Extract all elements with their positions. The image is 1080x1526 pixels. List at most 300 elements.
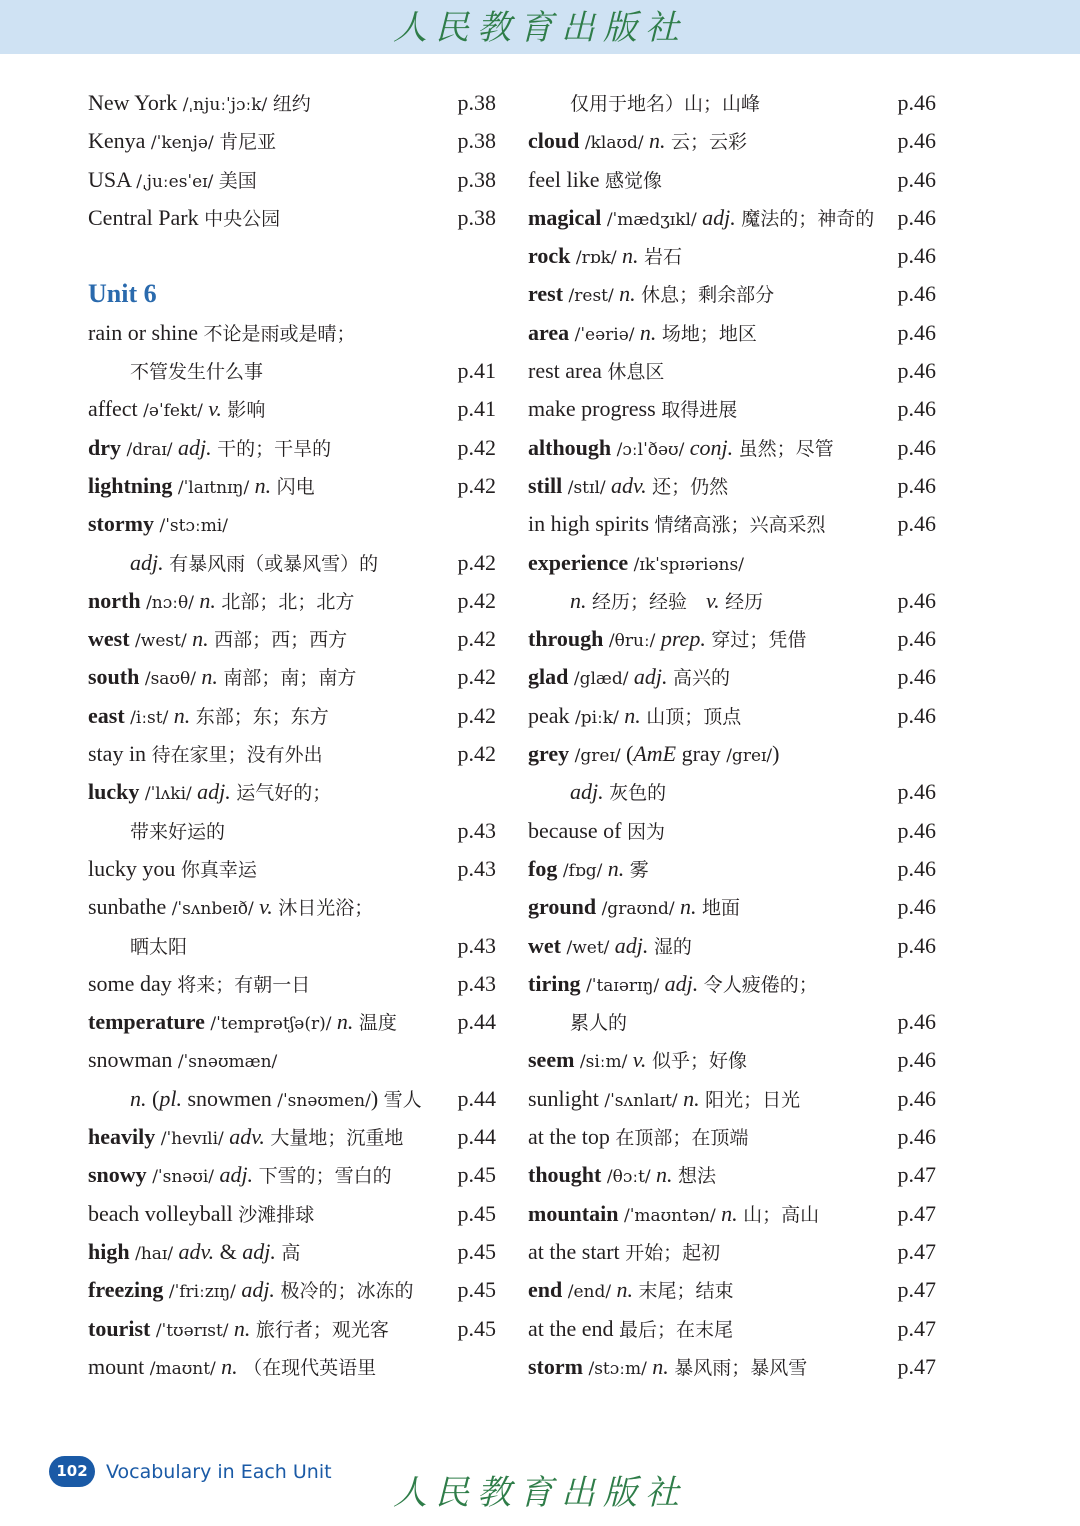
vocab-entry [88, 1271, 496, 1309]
word-text: at the top [528, 1124, 616, 1150]
entry-text [528, 620, 806, 660]
page-reference: p.44 [457, 1124, 496, 1150]
entry-text [88, 888, 373, 928]
headword: dry [88, 434, 127, 460]
chinese-meaning: 待在家里；没有外出 [151, 744, 323, 767]
part-of-speech: n. [679, 894, 702, 920]
entry-text [528, 1195, 819, 1235]
vocab-entry [88, 1195, 496, 1233]
entry-text [528, 314, 757, 354]
headword: temperature [88, 1009, 211, 1035]
vocab-entry [528, 275, 936, 313]
vocab-entry [88, 390, 496, 428]
headword: seem [528, 1047, 580, 1073]
vocab-entry [88, 735, 496, 773]
vocab-entry [528, 888, 936, 926]
chinese-meaning: 旅行者；观光客 [255, 1318, 389, 1341]
entry-text [130, 812, 225, 851]
vocab-entry [528, 237, 936, 275]
phonetic: /draɪ/ [126, 439, 178, 460]
headword: mountain [528, 1200, 624, 1226]
chinese-meaning: （在现代英语里 [243, 1356, 377, 1379]
vocab-entry [88, 199, 496, 237]
chinese-meaning: 岩石 [644, 246, 683, 269]
part-of-speech: adj. [177, 434, 218, 460]
phonetic: /wet/ [566, 937, 615, 958]
vocab-entry [528, 1271, 936, 1309]
chinese-meaning: 运气好的； [236, 782, 332, 805]
chinese-meaning: 干的；干旱的 [217, 437, 332, 460]
chinese-meaning: 带来好运的 [130, 820, 226, 843]
vocab-entry [528, 314, 936, 352]
entry-text [88, 1195, 314, 1234]
page-reference: p.42 [457, 702, 496, 728]
entry-text [88, 1003, 397, 1043]
page-reference: p.46 [897, 319, 936, 345]
page-reference: p.45 [457, 1238, 496, 1264]
chinese-meaning: 湿的 [653, 935, 692, 958]
word-text: USA [88, 166, 137, 192]
chinese-meaning: 你真幸运 [180, 858, 257, 881]
headword: although [528, 434, 617, 460]
phonetic: /ɪkˈspɪəriəns/ [633, 554, 744, 575]
phonetic: /ˈstɔːmi/ [159, 516, 228, 537]
entry-text [88, 1310, 389, 1350]
chinese-meaning: 似乎；好像 [651, 1050, 747, 1073]
page-reference: p.46 [897, 204, 936, 230]
phonetic: /rest/ [568, 286, 620, 307]
vocab-entry-continuation [528, 773, 936, 811]
page-reference: p.44 [457, 1085, 496, 1111]
page-reference: p.41 [457, 396, 496, 422]
vocab-entry [88, 1233, 496, 1271]
vocab-entry [528, 927, 936, 965]
publisher-logo-bottom: 人民教育出版社 [393, 1473, 687, 1513]
phonetic: /fɒg/ [562, 860, 608, 881]
page-reference: p.38 [457, 128, 496, 154]
word-text: make progress [528, 396, 662, 422]
page-reference: p.45 [457, 1315, 496, 1341]
phonetic: /iːst/ [130, 707, 174, 728]
page-reference: p.47 [897, 1315, 936, 1341]
phonetic: /ˌnjuːˈjɔːk/ [182, 95, 273, 115]
phonetic: /klaʊd/ [584, 133, 650, 154]
chinese-meaning: 因为 [626, 820, 665, 843]
part-of-speech: conj. [689, 434, 739, 460]
part-of-speech: n. [336, 1009, 359, 1035]
headword: high [88, 1238, 136, 1264]
headword: area [528, 319, 575, 345]
vocab-entry [528, 697, 936, 735]
entry-text [570, 773, 666, 812]
headword: storm [528, 1353, 589, 1379]
part-of-speech: n. [173, 702, 196, 728]
chinese-meaning: 大量地；沉重地 [270, 1127, 404, 1150]
vocab-entry [88, 1041, 496, 1079]
vocab-entry [88, 1348, 496, 1386]
entry-text [130, 544, 378, 583]
entry-text [570, 1003, 627, 1042]
headword: snowy [88, 1162, 153, 1188]
part-of-speech: n. [622, 243, 645, 269]
vocab-entry [528, 1195, 936, 1233]
entry-text [88, 735, 323, 774]
vocab-entry-continuation [88, 352, 496, 390]
phonetic: /ˈeəriə/ [574, 324, 640, 345]
vocab-entry [528, 352, 936, 390]
chinese-meaning: 美国 [218, 169, 257, 192]
page-reference: p.46 [897, 90, 936, 115]
entry-text [88, 697, 329, 737]
phonetic: /end/ [567, 1282, 617, 1303]
chinese-meaning: 晒太阳 [130, 935, 188, 958]
page-reference: p.46 [897, 1047, 936, 1073]
vocab-entry [88, 697, 496, 735]
vocab-entry [88, 122, 496, 160]
entry-text [528, 697, 741, 737]
page-reference: p.47 [897, 1238, 936, 1264]
vocab-entry [528, 1348, 936, 1386]
vocab-entry [88, 658, 496, 696]
chinese-meaning: 雪人 [383, 1088, 422, 1111]
phonetic: /haɪ/ [135, 1243, 179, 1264]
chinese-meaning: 云；云彩 [671, 131, 748, 154]
entry-text [528, 199, 874, 239]
word-text: Central Park [88, 204, 205, 230]
phonetic: /stɪl/ [567, 477, 612, 498]
phonetic: /ˈmædʒɪkl/ [606, 209, 703, 230]
vocab-entry [528, 620, 936, 658]
chinese-meaning: 温度 [358, 1012, 397, 1035]
vocab-entry [528, 467, 936, 505]
page-reference: p.46 [897, 396, 936, 422]
part-of-speech: adj. [197, 779, 237, 805]
headword: end [528, 1277, 568, 1303]
entry-text [528, 1156, 716, 1196]
entry-text [88, 1271, 413, 1311]
word-text: at the end [528, 1315, 620, 1341]
vocab-entry [88, 582, 496, 620]
page-reference: p.43 [457, 817, 496, 843]
part-of-speech: adj. [241, 1277, 281, 1303]
word-text: ( [626, 741, 634, 767]
entry-text [88, 965, 310, 1004]
headword: magical [528, 204, 607, 230]
headword: thought [528, 1162, 607, 1188]
chinese-meaning: 有暴风雨（或暴风雪）的 [169, 552, 379, 575]
phonetic: /glæd/ [573, 669, 634, 690]
word-text: ) [370, 1085, 384, 1111]
page-reference: p.46 [897, 166, 936, 192]
page-reference: p.46 [897, 511, 936, 537]
part-of-speech: prep. [660, 626, 712, 652]
entry-text [528, 544, 744, 584]
entry-text [88, 1348, 376, 1388]
word-text: snowmen [187, 1085, 278, 1111]
page-reference: p.46 [897, 281, 936, 307]
phonetic: /west/ [135, 631, 193, 652]
part-of-speech: adv. [611, 472, 653, 498]
chinese-meaning: 将来；有朝一日 [177, 973, 311, 996]
part-of-speech: v. [259, 894, 279, 920]
headword: cloud [528, 128, 585, 154]
entry-text [528, 505, 826, 544]
chinese-meaning: 中央公园 [204, 207, 281, 230]
entry-text [528, 429, 834, 469]
entry-text [528, 888, 740, 928]
headword: tourist [88, 1315, 156, 1341]
top-header-band [0, 0, 1080, 54]
phonetic: /ˌjuːesˈeɪ/ [136, 171, 219, 192]
page-reference: p.46 [897, 932, 936, 958]
entry-text [528, 1271, 734, 1311]
entry-text [528, 812, 665, 851]
part-of-speech: n. [607, 855, 630, 881]
entry-text [88, 161, 257, 201]
page-reference: p.46 [897, 817, 936, 843]
entry-text [130, 1080, 422, 1120]
entry-text [528, 965, 818, 1005]
unit-heading-text: Unit 6 [88, 279, 157, 309]
chinese-meaning: 情绪高涨；兴高采烈 [654, 514, 826, 537]
vocab-entry [528, 1118, 936, 1156]
vocab-entry [88, 429, 496, 467]
vocab-entry [88, 773, 496, 811]
page-reference: p.46 [897, 472, 936, 498]
headword: tiring [528, 970, 587, 996]
part-of-speech: adj. [664, 970, 704, 996]
page-reference: p.42 [457, 741, 496, 767]
chinese-meaning: 末尾；结束 [638, 1280, 734, 1303]
vocab-entry [528, 544, 936, 582]
word-text: affect [88, 396, 144, 422]
vocab-entry [528, 735, 936, 773]
part-of-speech: v. [208, 396, 228, 422]
chinese-meaning: 地面 [701, 897, 740, 920]
word-text: at the start [528, 1238, 626, 1264]
headword: west [88, 626, 136, 652]
chinese-meaning: 下雪的；雪白的 [258, 1165, 392, 1188]
part-of-speech: n. [652, 1353, 675, 1379]
entry-text [528, 1041, 747, 1081]
vocab-entry [528, 199, 936, 237]
word-text: New York [88, 90, 183, 115]
chinese-meaning: 取得进展 [661, 399, 738, 422]
part-of-speech: n. [570, 587, 592, 613]
page-reference: p.47 [897, 1200, 936, 1226]
entry-text [88, 582, 354, 622]
phonetic: /ˈhevɪli/ [160, 1129, 230, 1150]
entry-text [528, 467, 728, 507]
vocab-entry [528, 658, 936, 696]
word-text: some day [88, 970, 178, 996]
phonetic: /ˈfriːzɪŋ/ [168, 1282, 242, 1303]
chinese-meaning: 不管发生什么事 [130, 361, 264, 384]
word-text: because of [528, 817, 627, 843]
part-of-speech: n. [254, 472, 277, 498]
chinese-meaning: 仅用于地名）山；山峰 [570, 93, 761, 115]
page-reference: p.41 [457, 358, 496, 384]
vocab-entry [528, 1156, 936, 1194]
headword: ground [528, 894, 602, 920]
part-of-speech: adj. [219, 1162, 259, 1188]
phonetic: /saʊθ/ [144, 669, 202, 690]
headword: south [88, 664, 145, 690]
page-reference: p.46 [897, 664, 936, 690]
entry-text [88, 314, 355, 353]
phonetic: /ˈlʌki/ [144, 784, 198, 805]
chinese-meaning: 灰色的 [609, 782, 667, 805]
part-of-speech: n. [683, 1085, 706, 1111]
part-of-speech: n. [624, 702, 647, 728]
headword: glad [528, 664, 574, 690]
part-of-speech: n. [199, 587, 222, 613]
chinese-meaning: 影响 [227, 399, 266, 422]
word-text: & [219, 1238, 243, 1264]
entry-text [528, 1310, 733, 1349]
part-of-speech: adj. [633, 664, 674, 690]
vocab-entry [88, 161, 496, 199]
headword: lucky [88, 779, 145, 805]
chinese-meaning: 场地；地区 [661, 322, 757, 345]
word-text: mount [88, 1353, 150, 1379]
vocab-entry [528, 505, 936, 543]
page-reference: p.43 [457, 970, 496, 996]
part-of-speech: n. [721, 1200, 744, 1226]
word-text: sunlight [528, 1085, 605, 1111]
entry-text [528, 850, 649, 890]
page-reference: p.43 [457, 932, 496, 958]
entry-text [88, 505, 228, 545]
vocab-entry [88, 888, 496, 926]
entry-text [88, 658, 356, 698]
chinese-meaning: 南部；南；南方 [223, 667, 357, 690]
phonetic: /nɔːθ/ [146, 592, 200, 613]
headword: grey [528, 741, 575, 767]
entry-text [528, 390, 737, 429]
page-reference: p.46 [897, 587, 936, 613]
phonetic: /ˈsnəʊmæn/ [177, 1052, 278, 1073]
chinese-meaning: 休息；剩余部分 [641, 284, 775, 307]
chinese-meaning: 休息区 [607, 361, 665, 384]
phonetic: /piːk/ [575, 707, 625, 728]
phonetic: /ˈkenjə/ [150, 133, 220, 154]
part-of-speech: adv. [178, 1238, 220, 1264]
phonetic: /rɒk/ [575, 248, 623, 269]
chinese-meaning: 山顶；顶点 [646, 705, 742, 728]
part-of-speech: n. [130, 1085, 152, 1111]
page-reference: p.47 [897, 1277, 936, 1303]
vocab-entry [528, 812, 936, 850]
vocab-entry [528, 1080, 936, 1118]
phonetic: /ˈlaɪtnɪŋ/ [177, 477, 255, 498]
vocab-entry [88, 620, 496, 658]
chinese-meaning: 北部；北；北方 [221, 590, 355, 613]
headword: fog [528, 855, 563, 881]
vocab-entry-continuation [88, 1080, 496, 1118]
vocab-entry-continuation [528, 1003, 936, 1041]
part-of-speech: n. [616, 1277, 639, 1303]
page-reference: p.38 [457, 204, 496, 230]
entry-text [88, 1156, 392, 1196]
chinese-meaning: 山；高山 [743, 1203, 820, 1226]
page-reference: p.38 [457, 90, 496, 115]
headword: rock [528, 243, 576, 269]
part-of-speech: n. [639, 319, 662, 345]
phonetic: /ˈsʌnlaɪt/ [604, 1090, 684, 1111]
word-text: gray [681, 741, 727, 767]
page-reference: p.47 [897, 1162, 936, 1188]
entry-text [570, 84, 760, 123]
footer-title: Vocabulary in Each Unit [106, 1461, 332, 1483]
entry-text [130, 927, 187, 966]
word-text: ) [772, 741, 780, 767]
page-reference: p.42 [457, 626, 496, 652]
chinese-meaning: 令人疲倦的； [703, 973, 818, 996]
vocab-entry-continuation [88, 812, 496, 850]
phonetic: /ɔːlˈðəʊ/ [616, 439, 690, 460]
part-of-speech: n. [233, 1315, 256, 1341]
chinese-meaning: 西部；西；西方 [214, 629, 348, 652]
part-of-speech: n. [656, 1162, 679, 1188]
page-reference: p.46 [897, 1009, 936, 1035]
vocab-entry [88, 1310, 496, 1348]
chinese-meaning: 虽然；尽管 [738, 437, 834, 460]
chinese-meaning: 经历；经验 [592, 590, 707, 613]
vocab-entry [88, 84, 496, 122]
page-reference: p.42 [457, 664, 496, 690]
part-of-speech: AmE [633, 741, 682, 767]
entry-text [88, 620, 347, 660]
headword: wet [528, 932, 567, 958]
part-of-speech: adj. [570, 779, 610, 805]
entry-text [528, 1118, 748, 1157]
chinese-meaning: 想法 [678, 1165, 717, 1188]
page-reference: p.44 [457, 1009, 496, 1035]
vocab-entry [528, 161, 936, 199]
vocab-entry-continuation [528, 582, 936, 620]
page-reference: p.46 [897, 855, 936, 881]
page-reference: p.46 [897, 1085, 936, 1111]
chinese-meaning: 开始；起初 [625, 1241, 721, 1264]
phonetic: /siːm/ [579, 1052, 633, 1073]
phonetic: /ˈtaɪərɪŋ/ [586, 975, 665, 996]
entry-text [88, 1041, 277, 1081]
word-text: sunbathe [88, 894, 172, 920]
headword: experience [528, 549, 634, 575]
vocab-entry [88, 314, 496, 352]
vocab-entry [88, 850, 496, 888]
word-text: ( [152, 1085, 160, 1111]
spacer-row [88, 237, 496, 275]
vocab-entry [528, 122, 936, 160]
word-text: in high spirits [528, 511, 655, 537]
entry-text [88, 467, 315, 507]
chinese-meaning: 纽约 [272, 93, 311, 115]
page-reference: p.45 [457, 1277, 496, 1303]
entry-text [528, 1348, 807, 1388]
chinese-meaning: 高 [281, 1241, 301, 1264]
vocab-column-right [528, 84, 936, 1386]
chinese-meaning: 沐日光浴； [278, 897, 374, 920]
chinese-meaning: 穿过；凭借 [711, 629, 807, 652]
phonetic: /maʊnt/ [149, 1358, 222, 1379]
headword: east [88, 702, 131, 728]
phonetic: /stɔːm/ [588, 1358, 653, 1379]
chinese-meaning: 极冷的；冰冻的 [280, 1280, 414, 1303]
chinese-meaning: 沙滩排球 [238, 1203, 315, 1226]
chinese-meaning: 高兴的 [673, 667, 731, 690]
